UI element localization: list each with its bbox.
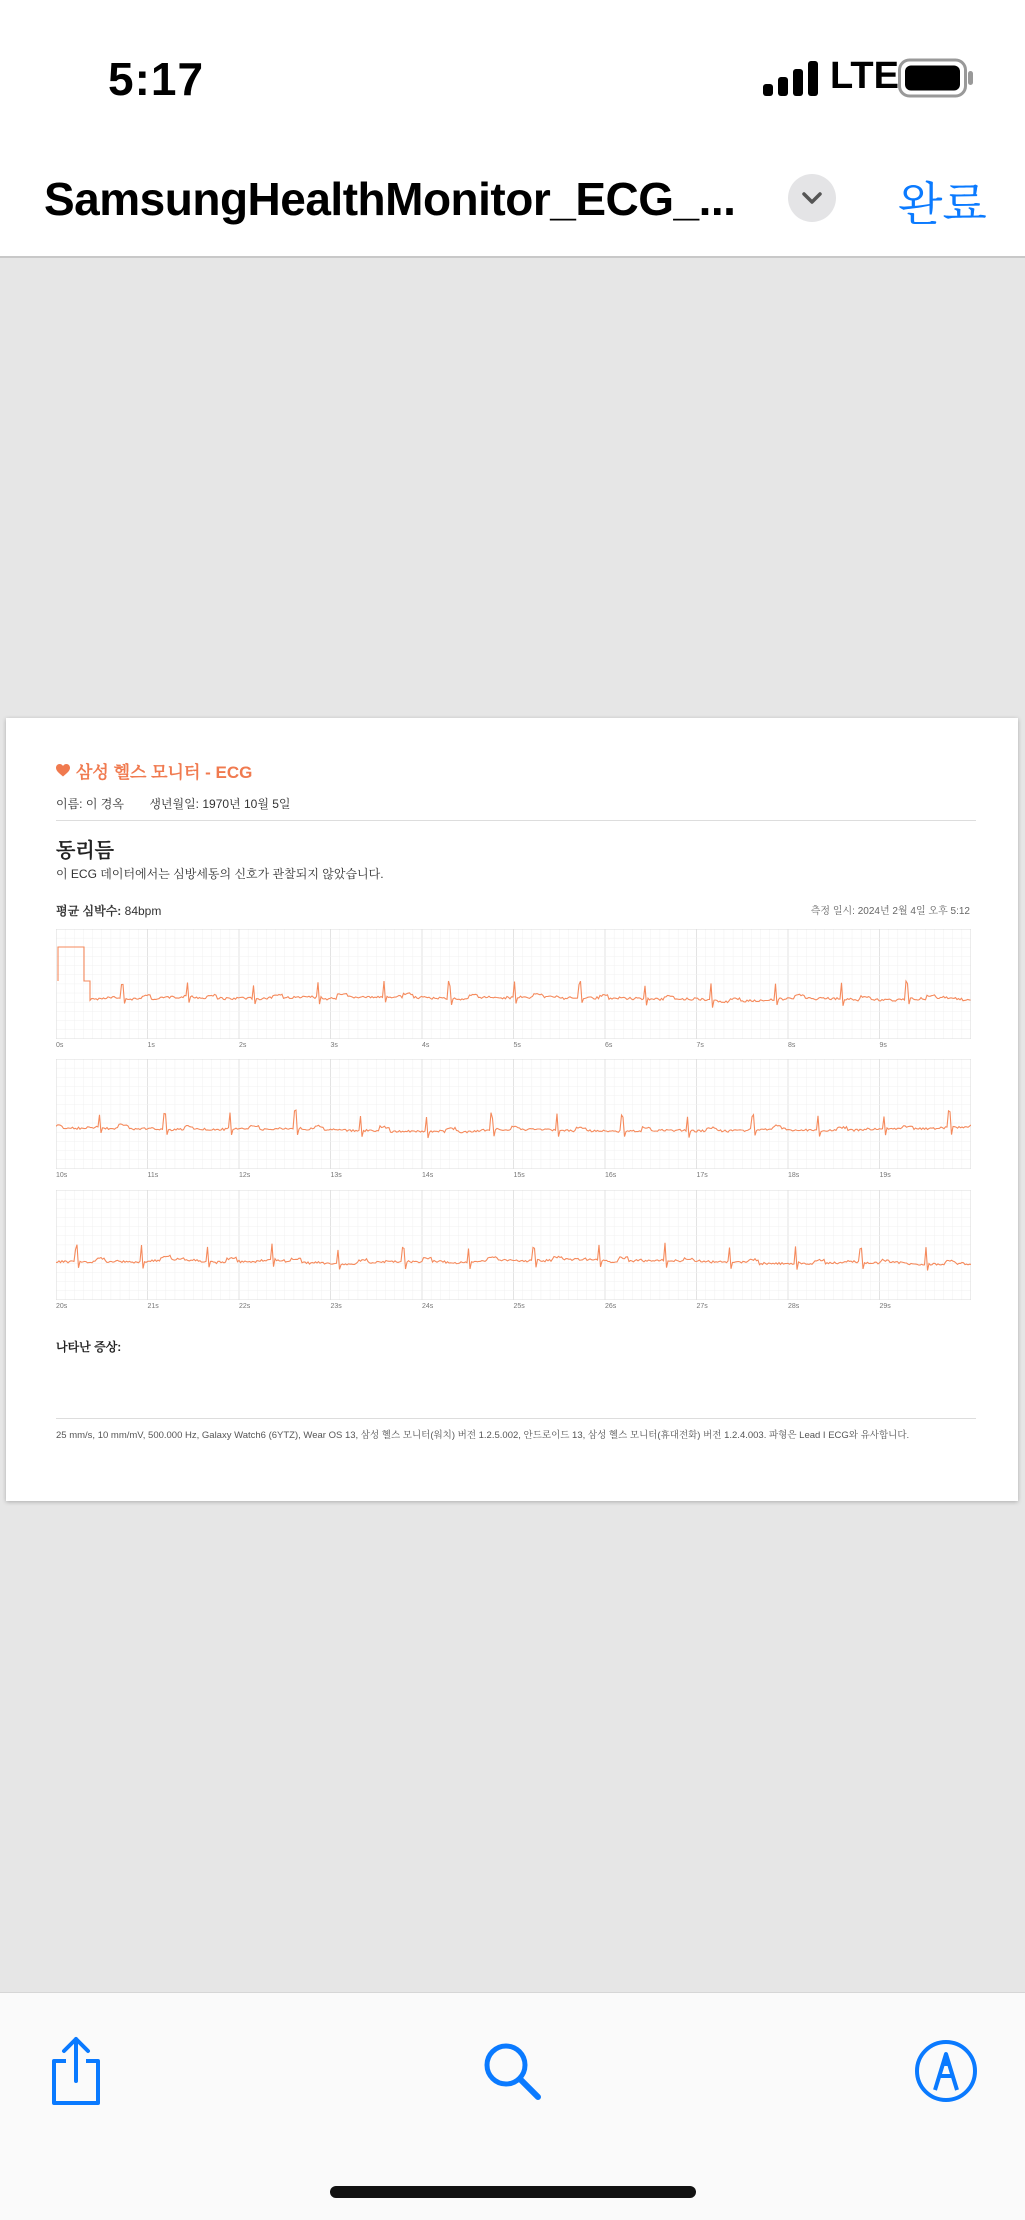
tick-label: 15s: [513, 1172, 525, 1179]
share-icon: [46, 2035, 106, 2107]
tick-label: 9s: [879, 1042, 887, 1049]
tick-label: 6s: [605, 1042, 613, 1049]
title-menu-button[interactable]: [788, 174, 836, 222]
symptoms-label: 나타난 증상:: [56, 1340, 122, 1354]
chevron-down-icon: [799, 185, 825, 211]
home-indicator: [330, 2186, 696, 2198]
tick-label: 11s: [147, 1172, 159, 1179]
tick-label: 0s: [56, 1042, 64, 1049]
report-brand: [56, 758, 252, 783]
tick-label: 19s: [879, 1172, 891, 1179]
divider: [56, 820, 976, 821]
tick-label: 3s: [330, 1042, 338, 1049]
heart-icon: [56, 764, 70, 777]
patient-info: [56, 795, 313, 812]
ecg-strip-1-ticks: [56, 1042, 971, 1054]
measured-at: 측정 일시: 2024년 2월 4일 오후 5:12: [810, 906, 970, 917]
tick-label: 20s: [56, 1303, 68, 1310]
tick-label: 21s: [147, 1303, 159, 1310]
status-time: 5:17: [108, 53, 205, 105]
tick-label: 10s: [56, 1172, 68, 1179]
tick-label: 12s: [239, 1172, 251, 1179]
done-button[interactable]: 완료: [898, 178, 987, 230]
tick-label: 17s: [696, 1172, 708, 1179]
ecg-strip-1: [56, 929, 971, 1039]
tick-label: 13s: [330, 1172, 342, 1179]
markup-button[interactable]: [906, 2031, 986, 2111]
search-button[interactable]: [472, 2031, 552, 2111]
diagnosis-description: 이 ECG 데이터에서는 심방세동의 신호가 관찰되지 않았습니다.: [56, 867, 384, 881]
tick-label: 14s: [422, 1172, 434, 1179]
search-icon: [480, 2039, 544, 2103]
tick-label: 22s: [239, 1303, 251, 1310]
average-heart-rate: [56, 902, 161, 919]
tick-label: 8s: [788, 1042, 796, 1049]
avg-hr-label: 평균 심박수:: [56, 904, 122, 918]
diagnosis-title: 동리듬: [56, 840, 114, 862]
patient-name: 이름: 이 경옥: [56, 797, 124, 811]
ecg-strip-3: [56, 1190, 971, 1300]
tick-label: 25s: [513, 1303, 525, 1310]
tick-label: 23s: [330, 1303, 342, 1310]
tick-label: 28s: [788, 1303, 800, 1310]
device-footer: 25 mm/s, 10 mm/mV, 500.000 Hz, Galaxy Watch6 (6YTZ), Wear OS 13, 삼성 헬스 모니터(워치) 버전 1.2.5.002, 안드로이드 13, 삼성 헬스 모니터(휴대전화) 버전 1.2.4.003. 파형은 Lead I ECG와 유사합니다.: [56, 1430, 910, 1441]
markup-icon: [913, 2038, 979, 2104]
tick-label: 4s: [422, 1042, 430, 1049]
avg-hr-value: 84bpm: [124, 904, 162, 918]
tick-label: 26s: [605, 1303, 617, 1310]
tick-label: 24s: [422, 1303, 434, 1310]
pdf-page: [6, 718, 1018, 1501]
tick-label: 18s: [788, 1172, 800, 1179]
navigation-bar: [0, 150, 1025, 258]
tick-label: 16s: [605, 1172, 617, 1179]
ecg-strip-2: [56, 1059, 971, 1169]
divider: [56, 1418, 976, 1419]
document-title[interactable]: SamsungHealthMonitor_ECG_...: [44, 173, 736, 225]
ecg-strip-3-ticks: [56, 1303, 971, 1315]
patient-dob: 생년월일: 1970년 10월 5일: [149, 797, 291, 811]
status-bar: [0, 0, 1025, 150]
tick-label: 29s: [879, 1303, 891, 1310]
cellular-signal-icon: [763, 58, 821, 98]
brand-text: 삼성 헬스 모니터 - ECG: [76, 763, 253, 782]
tick-label: 2s: [239, 1042, 247, 1049]
battery-icon: [898, 58, 974, 98]
share-button[interactable]: [36, 2031, 116, 2111]
tick-label: 5s: [513, 1042, 521, 1049]
ecg-strip-2-ticks: [56, 1172, 971, 1184]
tick-label: 1s: [147, 1042, 155, 1049]
tick-label: 27s: [696, 1303, 708, 1310]
network-type: LTE: [830, 55, 899, 97]
tick-label: 7s: [696, 1042, 704, 1049]
